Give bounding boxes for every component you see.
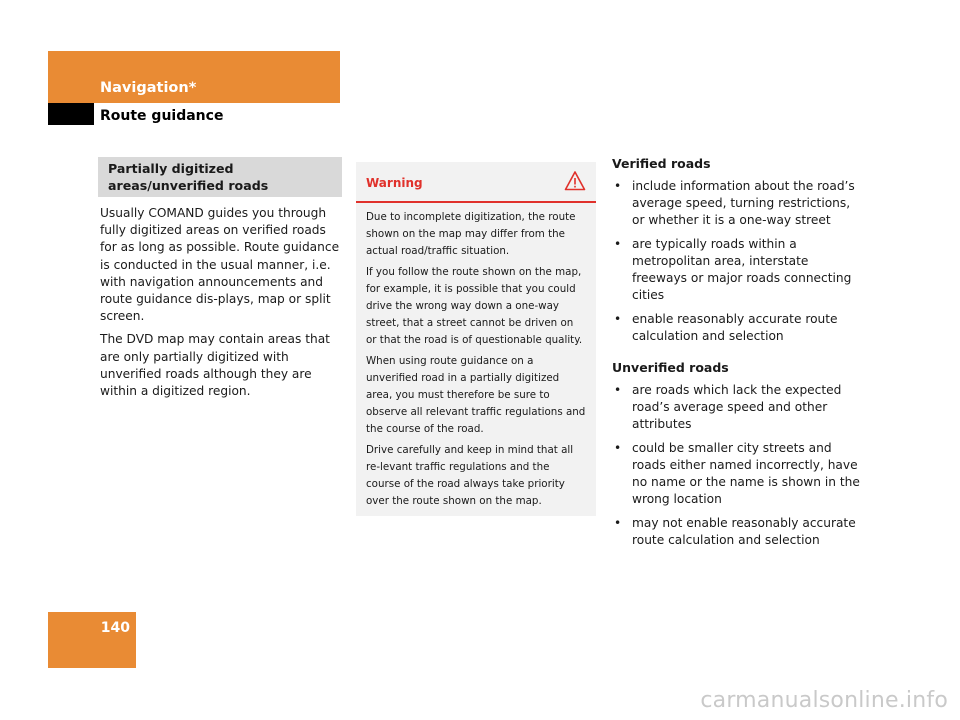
page-number: 140 [100, 620, 130, 636]
watermark: carmanualsonline.info [700, 688, 948, 713]
right-column [612, 155, 864, 556]
warning-paragraph-3: When using route guidance on a unverified road in a partially digitized area, you must therefore be sure to observe all relevant traffic regulations and the course of the road. [366, 355, 586, 435]
warning-paragraph-1: Due to incomplete digitization, the route shown on the map may differ from the actual road/traffic situation. [366, 211, 576, 257]
warning-body [356, 203, 596, 510]
unverified-list [612, 382, 864, 549]
warning-paragraph-2: If you follow the route shown on the map, for example, it is possible that you could drive the wrong way down a one-way street, that a street cannot be driven on or that the road is of questionable quality. [366, 266, 583, 346]
warning-box [356, 162, 596, 516]
warning-header [356, 162, 596, 203]
left-paragraph-2: The DVD map may contain areas that are only partially digitized with unverified roads although they are within a digitized region. [100, 332, 330, 399]
verified-heading: Verified roads [612, 156, 711, 171]
list-item: • are roads which lack the expected road’s average speed and other attributes [612, 382, 864, 433]
left-heading: Partially digitized areas/unverified roads [98, 157, 342, 197]
list-item: • are typically roads within a metropolitan area, interstate freeways or major roads connecting cities [612, 236, 864, 304]
left-paragraph-1: Usually COMAND guides you through fully digitized areas on verified roads for as long as possible. Route guidance is conducted in the usual manner, i.e. with navigation announcements and route guidance dis-plays, map or split screen. [100, 206, 340, 324]
verified-list [612, 178, 864, 345]
list-item: • could be smaller city streets and roads either named incorrectly, have no name or the name is shown in the wrong location [612, 440, 864, 508]
list-item: • enable reasonably accurate route calculation and selection [612, 311, 864, 345]
warning-triangle-icon [564, 170, 586, 192]
left-column [100, 157, 342, 400]
subsection-marker [48, 103, 94, 125]
subsection-title: Route guidance [100, 108, 224, 124]
section-title: Navigation* [100, 80, 197, 96]
unverified-heading: Unverified roads [612, 360, 729, 375]
list-item: • may not enable reasonably accurate route calculation and selection [612, 515, 864, 549]
list-item: • include information about the road’s average speed, turning restrictions, or whether it is a one-way street [612, 178, 864, 229]
warning-label: Warning [366, 176, 423, 190]
warning-paragraph-4: Drive carefully and keep in mind that all re-levant traffic regulations and the course of the road always take priority over the route shown on the map. [366, 444, 574, 507]
page-number-tab [48, 612, 136, 668]
